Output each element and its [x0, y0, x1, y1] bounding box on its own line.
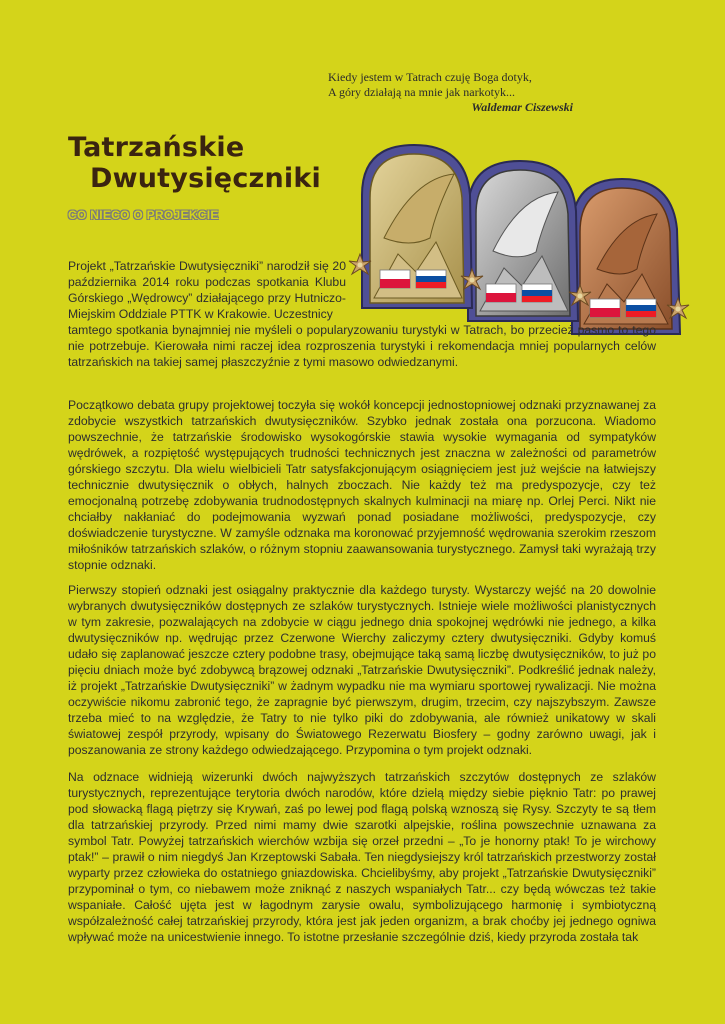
epigraph-quote — [328, 70, 573, 115]
quote-line-2: A góry działają na mnie jak narkotyk... — [328, 85, 515, 99]
paragraph-3: Pierwszy stopień odznaki jest osiągalny praktycznie dla każdego turysty. Wystarczy wejść na 20 dowolnie wybranych dwutysięczników dostępnych ze szlaków turystycznych. Istnieje wiele możliwości planistycznych w tym zakresie, pozwalających na zdobycie w ciągu jednego dnia spokojnej wędrówki nie jednego, a kilka dwutysięczników np. wędrując przez Czerwone Wierchy zaliczymy cztery dwutysięczniki. Gdyby komuś udało się zaplanować jeszcze cztery podobne trasy, obejmujące taką samą liczbę dwutysięczników, to już po pięciu dniach może być zdobywcą brązowej odznaki „Tatrzańskie Dwutysięczniki”. Podkreślić jednak należy, iż projekt „Tatrzańskie Dwutysięczniki” w żadnym wypadku nie ma wymiaru sportowej rywalizacji. Nie można oczywiście nikomu zabronić tego, że zapragnie być pierwszym, drugim, trzecim, czy najszybszym. Zawsze trzeba mieć to na względzie, że Tatry to nie tylko piki do zdobywania, ale również unikatowy w skali światowej zespół przyrody, wpisany do Światowego Rezerwatu Biosfery – godny zarówno uwagi, jak i poszanowania ze strony każdego odwiedzającego. Przypomina o tym projekt odznaki. — [68, 583, 656, 758]
section-subtitle: CO NIECO O PROJEKCIE — [68, 208, 219, 222]
eagle-badge-bronze — [572, 179, 689, 334]
page-title — [68, 132, 321, 194]
quote-author: Waldemar Ciszewski — [471, 100, 573, 114]
paragraph-1-intro: Projekt „Tatrzańskie Dwutysięczniki” narodził się 20 października 2014 roku podczas spotkania Klubu Górskiego „Wędrowcy” działającego przy Hutniczo-Miejskim Oddziale PTTK w Krakowie. Uczestnicy — [68, 259, 346, 322]
paragraph-4: Na odznace widnieją wizerunki dwóch najwyższych tatrzańskich szczytów dostępnych ze szlaków turystycznych, reprezentujące terytoria dwóch narodów, które dzielą między siebie pięknio Tatr: po prawej pod słowacką flagą piętrzy się Krywań, zaś po lewej pod flagą polską wznoszą się Rysy. Szczyty te są tłem dla tatrzańskiej przyrody. Przed nimi mamy dwie szarotki alpejskie, roślina powszechnie uznawana za symbol Tatr. Powyżej tatrzańskich wierchów wzbija się orzeł przedni – „To je honorny ptak! To je wirchowy ptak!” – prawił o nim niegdyś Jan Krzeptowski Sabała. Ten niegdysiejszy król tatrzańskich przestworzy został wyparty przez człowieka do ostatniego gniazdowiska. Chcielibyśmy, aby projekt „Tatrzańskie Dwutysięczniki” przypominał o tym, co niebawem może zniknąć z naszych wspaniałych Tatr... czy będą wówczas też takie wspaniałe. Całość ujęta jest w łagodnym zarysie owalu, symbolizującego harmonię i symbiotyczną współzależność całej tatrzańskiej przyrody, która jest jak jeden organizm, a brak choćby jej jednego ogniwa wpływać może na unicestwienie innego. To istotne przesłanie szczególnie dziś, kiedy przyroda została tak — [68, 770, 656, 945]
quote-line-1: Kiedy jestem w Tatrach czuję Boga dotyk, — [328, 70, 532, 84]
title-line-1: Tatrzańskie — [68, 132, 245, 163]
title-line-2: Dwutysięczniki — [90, 163, 321, 194]
eagle-badge-gold — [349, 145, 483, 308]
paragraph-2: Początkowo debata grupy projektowej toczyła się wokół koncepcji jednostopniowej odznaki przyznawanej za zdobycie wszystkich tatrzańskich dwutysięczników. Szybko jednak została ona porzucona. Wiadomo powszechnie, że tatrzańskie środowisko wysokogórskie stawia wysokie wymagania od sympatyków wędrówek, a rozpiętość występujących trudności technicznych jest znaczna w zależności od parametrów górskiego szczytu. Dla wielu wielbicieli Tatr satysfakcjonującym osiągnięciem jest już wejście na łatwiejszy technicznie dwutysięcznik o obłych, halnych zboczach. Nie każdy też ma predyspozycje, czy też emocjonalną potrzebę zdobywania trudnodostępnych skalnych kulminacji na miarę np. Orlej Perci. Nikt nie chciałby nakłaniać do podejmowania wyzwań ponad posiadane możliwości, predyspozycje, czy doświadczenie turystyczne. W zamyśle odznaka ma koronować przyjemność wędrowania szerokim rzeszom miłośników tatrzańskich szlaków, o różnym stopniu zaawansowania turystycznego. Zamysł taki wyrażają trzy stopnie odznaki. — [68, 398, 656, 573]
paragraph-1-continued: tamtego spotkania bynajmniej nie myśleli o popularyzowaniu turystyki w Tatrach, bo przecież pasmo to tego nie potrzebuje. Kierowała nimi raczej idea rozproszenia turystyki i rekomendacja mniej popularnych celów tatrzańskich na takiej samej płaszczyźnie z tymi masowo odwiedzanymi. — [68, 323, 656, 370]
eagle-badge-silver — [468, 161, 591, 321]
badges-illustration — [340, 138, 690, 343]
